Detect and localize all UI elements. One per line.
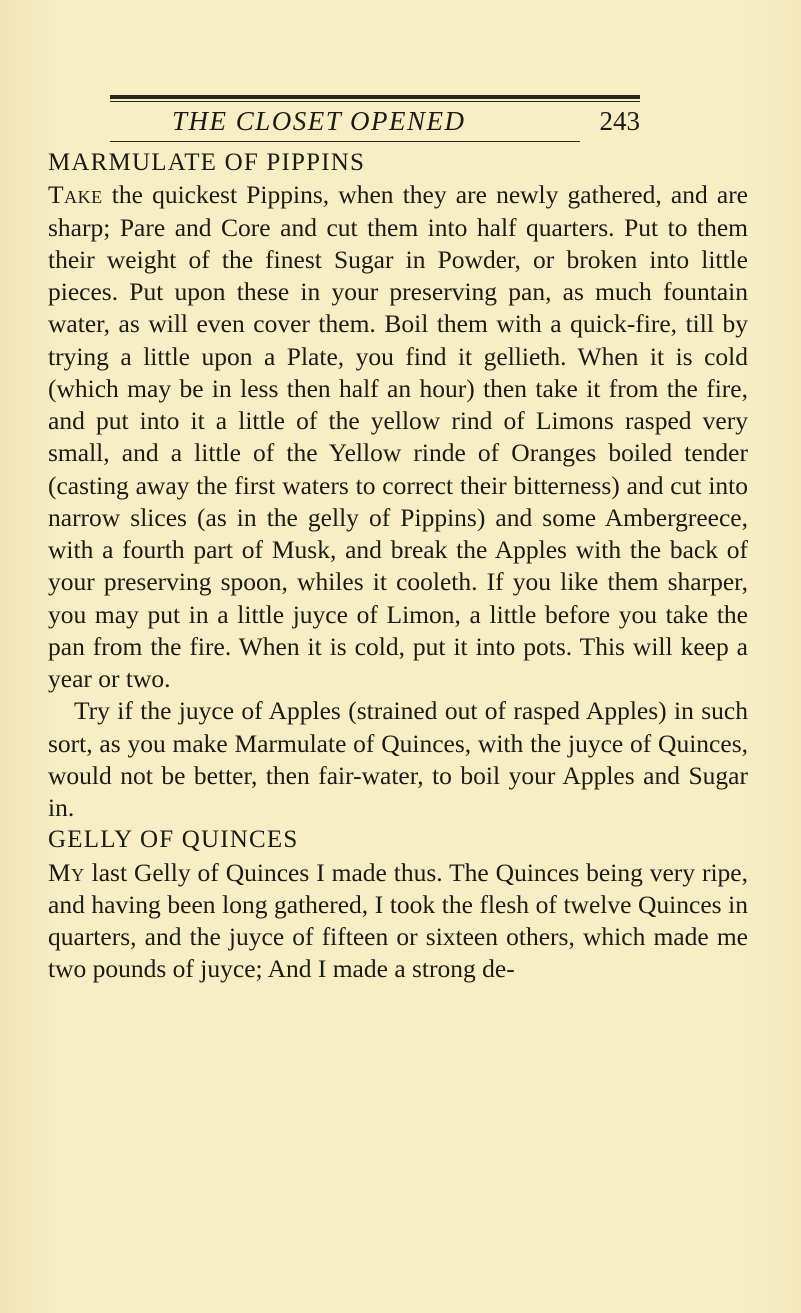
section-heading-gelly: GELLY OF QUINCES: [48, 826, 299, 854]
body-text: [48, 147, 748, 986]
paragraph: [48, 695, 748, 824]
paragraph: [48, 179, 748, 695]
page-number: 243: [599, 106, 640, 136]
header-rule-thin: [110, 101, 640, 102]
running-title: THE CLOSET OPENED: [172, 106, 466, 136]
paragraph: [48, 857, 748, 986]
lead-word: Take: [48, 180, 103, 210]
header-rule-thick: [110, 95, 640, 99]
running-head-underline: [110, 141, 580, 142]
running-head: [110, 104, 640, 142]
paragraph-text: the quickest Pippins, when they are newly gathered, and are sharp; Pare and Core and cut them into half quarters. Put to them their weight of the finest Sugar in Powder, or broken into little pieces. Put upon these in your preserving pan, as much fountain water, as will even cover them. Boil them with a quick-fire, till by trying a little upon a Plate, you find it gellieth. When it is cold (which may be in less then half an hour) then take it from the fire, and put into it a little of the yellow rind of Limons rasped very small, and a little of the Yellow rinde of Oranges boiled tender (casting away the first waters to correct their bitterness) and cut into narrow slices (as in the gelly of Pippins) and some Ambergreece, with a fourth part of Musk, and break the Apples with the back of your preserving spoon, whiles it cooleth. If you like them sharper, you may put in a little juyce of Limon, a little before you take the pan from the fire. When it is cold, put it into pots. This will keep a year or two.: [48, 180, 748, 693]
paragraph-text: Try if the juyce of Apples (strained out of rasped Apples) in such sort, as you make Marmulate of Quinces, with the juyce of Quinces, would not be better, then fair-water, to boil your Apples and Sugar in.: [48, 696, 748, 822]
paragraph-text: last Gelly of Quinces I made thus. The Quinces being very ripe, and having been long gathered, I took the flesh of twelve Quinces in quarters, and the juyce of fifteen or sixteen others, which made me two pounds of juyce; And I made a strong de-: [48, 857, 748, 984]
section-heading-marmulate: MARMULATE OF PIPPINS: [48, 149, 366, 176]
lead-word: My: [48, 857, 85, 887]
